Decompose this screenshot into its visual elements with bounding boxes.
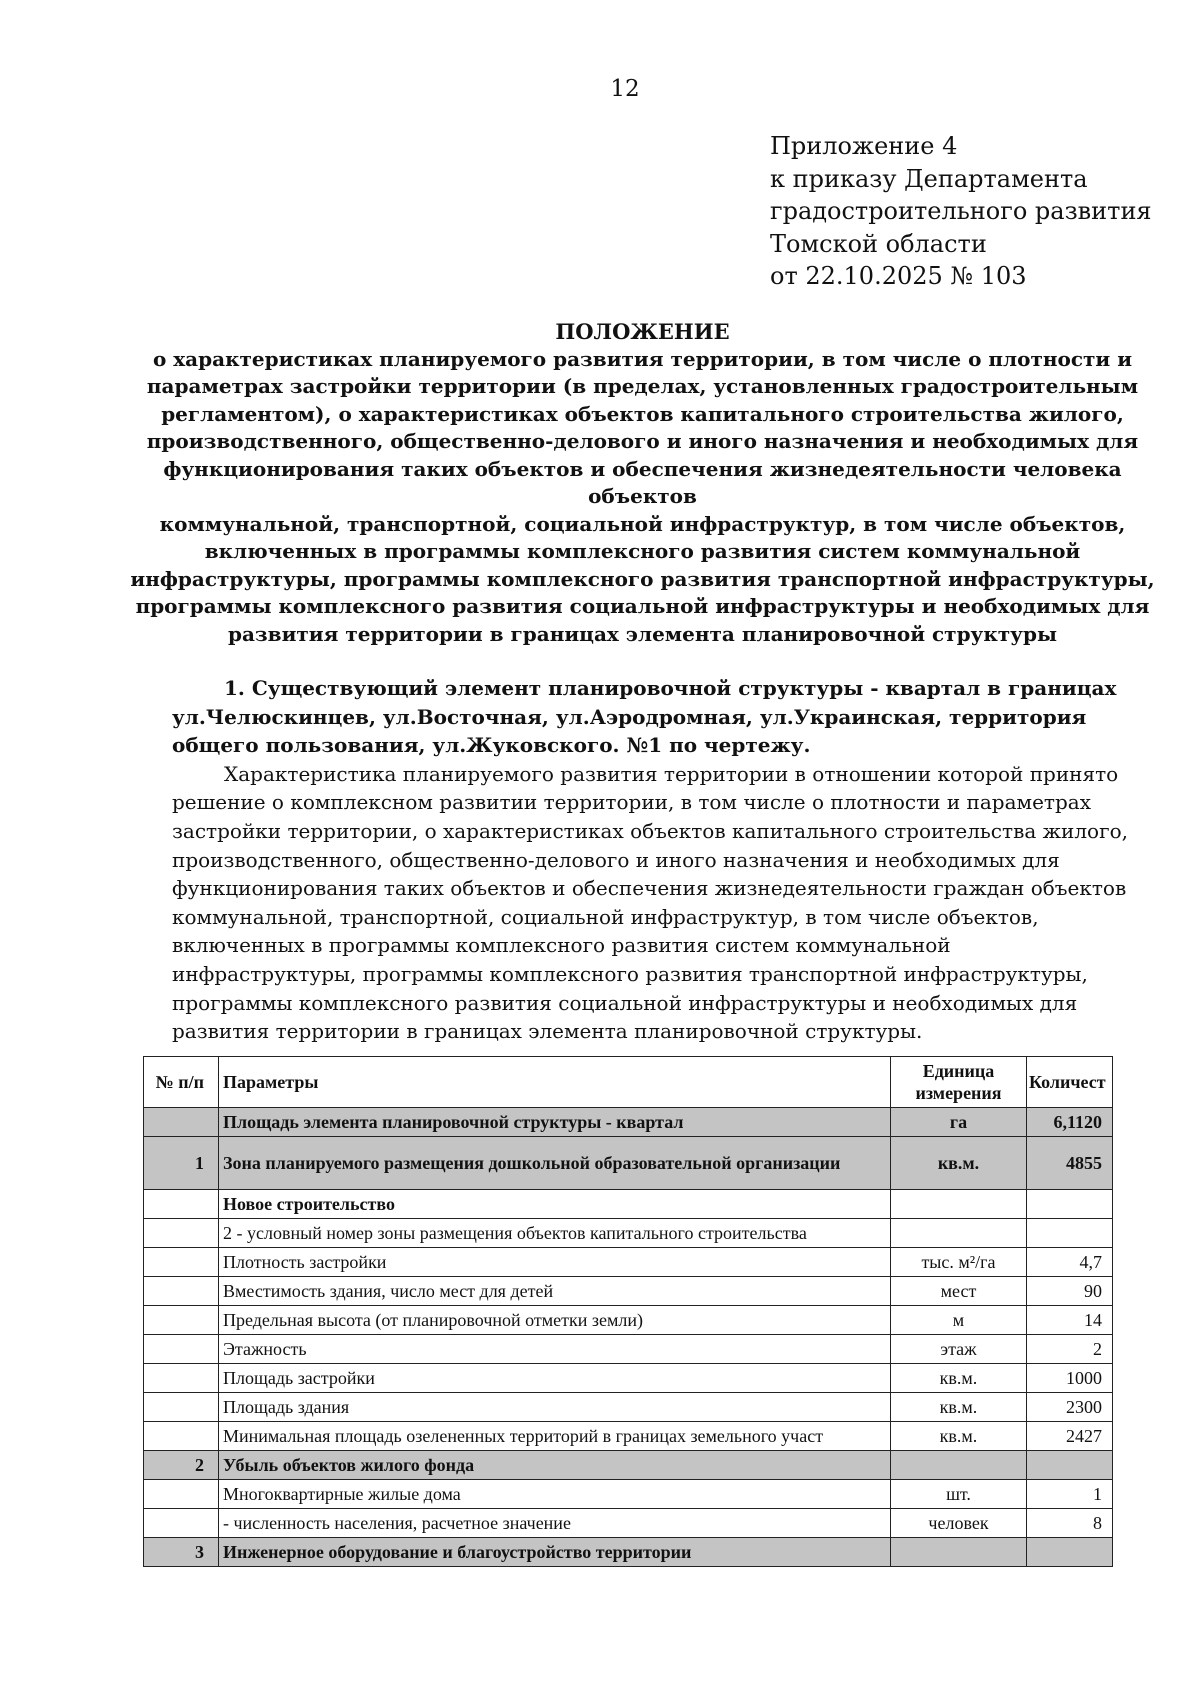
cell-qty: 1000	[1027, 1364, 1113, 1393]
table-row	[144, 1335, 1113, 1364]
cell-unit: мест	[891, 1277, 1027, 1306]
cell-qty: 4,7	[1027, 1248, 1113, 1277]
table-row	[144, 1393, 1113, 1422]
appendix-line: Томской области	[770, 229, 987, 258]
cell-unit	[891, 1219, 1027, 1248]
cell-num	[144, 1422, 219, 1451]
appendix-line: от 22.10.2025 № 103	[770, 262, 1027, 290]
cell-num	[144, 1480, 219, 1509]
cell-qty: 2427	[1027, 1422, 1113, 1451]
cell-qty: 14	[1027, 1306, 1113, 1335]
title-line: регламентом), о характеристиках объектов капитального строительства жилого,	[161, 401, 1124, 426]
cell-param: Новое строительство	[219, 1190, 891, 1219]
cell-qty: 8	[1027, 1509, 1113, 1538]
cell-num	[144, 1219, 219, 1248]
cell-param: Плотность застройки	[219, 1248, 891, 1277]
cell-unit: кв.м.	[891, 1422, 1027, 1451]
table-row	[144, 1137, 1113, 1190]
table-row	[144, 1108, 1113, 1137]
cell-qty: 2300	[1027, 1393, 1113, 1422]
table-row	[144, 1248, 1113, 1277]
title-line: о характеристиках планируемого развития территории, в том числе о плотности и	[152, 346, 1133, 371]
title-line: включенных в программы комплексного развития систем коммунальной	[204, 539, 1081, 563]
title-line: коммунальной, транспортной, социальной инфраструктур, в том числе объектов,	[159, 511, 1126, 536]
header-param: Параметры	[219, 1057, 891, 1108]
cell-qty	[1027, 1190, 1113, 1219]
appendix-line: к приказу Департамента	[770, 164, 1088, 193]
cell-unit: м	[891, 1306, 1027, 1335]
table-row	[144, 1277, 1113, 1306]
cell-num	[144, 1306, 219, 1335]
cell-param: Вместимость здания, число мест для детей	[219, 1277, 891, 1306]
cell-param: Зона планируемого размещения дошкольной образовательной организации	[219, 1137, 891, 1190]
document-title	[130, 318, 1155, 648]
table-row	[144, 1190, 1113, 1219]
cell-qty: 4855	[1027, 1137, 1113, 1190]
cell-num: 2	[144, 1451, 219, 1480]
cell-param: Убыль объектов жилого фонда	[219, 1451, 891, 1480]
table-row	[144, 1509, 1113, 1538]
appendix-line: Приложение 4	[770, 132, 958, 160]
cell-num	[144, 1248, 219, 1277]
cell-unit: кв.м.	[891, 1364, 1027, 1393]
cell-unit: кв.м.	[891, 1137, 1027, 1190]
cell-qty	[1027, 1451, 1113, 1480]
cell-param: - численность населения, расчетное значение	[219, 1509, 891, 1538]
table-row	[144, 1219, 1113, 1248]
cell-qty: 6,1120	[1027, 1108, 1113, 1137]
cell-param: 2 - условный номер зоны размещения объектов капитального строительства	[219, 1219, 891, 1248]
cell-qty: 1	[1027, 1480, 1113, 1509]
cell-param: Площадь элемента планировочной структуры - квартал	[219, 1108, 891, 1137]
cell-unit: шт.	[891, 1480, 1027, 1509]
header-unit: Единица измерения	[891, 1057, 1027, 1108]
cell-unit: га	[891, 1108, 1027, 1137]
cell-num	[144, 1509, 219, 1538]
cell-qty: 2	[1027, 1335, 1113, 1364]
table-row	[144, 1364, 1113, 1393]
cell-qty	[1027, 1538, 1113, 1567]
page-number: 12	[610, 76, 640, 102]
cell-unit: этаж	[891, 1335, 1027, 1364]
cell-param: Минимальная площадь озелененных территорий в границах земельного участ	[219, 1422, 891, 1451]
cell-unit	[891, 1451, 1027, 1480]
cell-unit	[891, 1190, 1027, 1219]
table-row	[144, 1306, 1113, 1335]
cell-qty	[1027, 1219, 1113, 1248]
cell-param: Площадь здания	[219, 1393, 891, 1422]
cell-param: Этажность	[219, 1335, 891, 1364]
table-row	[144, 1538, 1113, 1567]
title-line: инфраструктуры, программы комплексного развития транспортной инфраструктуры,	[130, 566, 1155, 591]
appendix-block	[770, 130, 1152, 293]
cell-param: Многоквартирные жилые дома	[219, 1480, 891, 1509]
cell-num: 1	[144, 1137, 219, 1190]
cell-unit	[891, 1538, 1027, 1567]
table-row	[144, 1480, 1113, 1509]
cell-num	[144, 1335, 219, 1364]
appendix-line: градостроительного развития	[770, 197, 1152, 225]
cell-param: Площадь застройки	[219, 1364, 891, 1393]
header-qty: Количест	[1027, 1057, 1113, 1108]
table-header-row	[144, 1057, 1113, 1108]
cell-num	[144, 1108, 219, 1137]
table-row	[144, 1451, 1113, 1480]
cell-num: 3	[144, 1538, 219, 1567]
cell-num	[144, 1277, 219, 1306]
title-line: программы комплексного развития социальной инфраструктуры и необходимых для	[135, 594, 1150, 618]
cell-param: Инженерное оборудование и благоустройство территории	[219, 1538, 891, 1567]
cell-param: Предельная высота (от планировочной отметки земли)	[219, 1306, 891, 1335]
cell-unit: человек	[891, 1509, 1027, 1538]
header-num: № п/п	[144, 1057, 219, 1108]
cell-num	[144, 1393, 219, 1422]
parameters-table	[143, 1056, 1113, 1567]
section-heading: 1. Существующий элемент планировочной структуры - квартал в границах ул.Челюскинцев, ул.Восточная, ул.Аэродромная, ул.Украинская, территория общего пользования, ул.Жуковского. №1 по чертежу.	[172, 676, 1117, 758]
cell-unit: тыс. м²/га	[891, 1248, 1027, 1277]
title-line: производственного, общественно-делового и иного назначения и необходимых для	[146, 429, 1139, 453]
title-line: развития территории в границах элемента планировочной структуры	[227, 621, 1058, 646]
title-heading: ПОЛОЖЕНИЕ	[555, 319, 730, 344]
cell-unit: кв.м.	[891, 1393, 1027, 1422]
section-paragraph: Характеристика планируемого развития территории в отношении которой принято решение о комплексном развитии территории, в том числе о плотности и параметрах застройки территории, о характеристиках объектов капитального строительства жилого, производственного, общественно-делового и иного назначения и необходимых для функционирования таких объектов и обеспечения жизнедеятельности граждан объектов коммунальной, транспортной, социальной инфраструктур, в том числе объектов, включенных в программы комплексного развития систем коммунальной инфраструктуры, программы комплексного развития транспортной инфраструктуры, программы комплексного развития социальной инфраструктуры и необходимых для развития территории в границах элемента планировочной структуры.	[172, 761, 1128, 1044]
cell-num	[144, 1190, 219, 1219]
cell-num	[144, 1364, 219, 1393]
cell-qty: 90	[1027, 1277, 1113, 1306]
title-line: функционирования таких объектов и обеспечения жизнедеятельности человека объектов	[163, 456, 1122, 508]
section-1	[172, 674, 1132, 1046]
table-row	[144, 1422, 1113, 1451]
title-line: параметрах застройки территории (в пределах, установленных градостроительным	[146, 374, 1139, 398]
